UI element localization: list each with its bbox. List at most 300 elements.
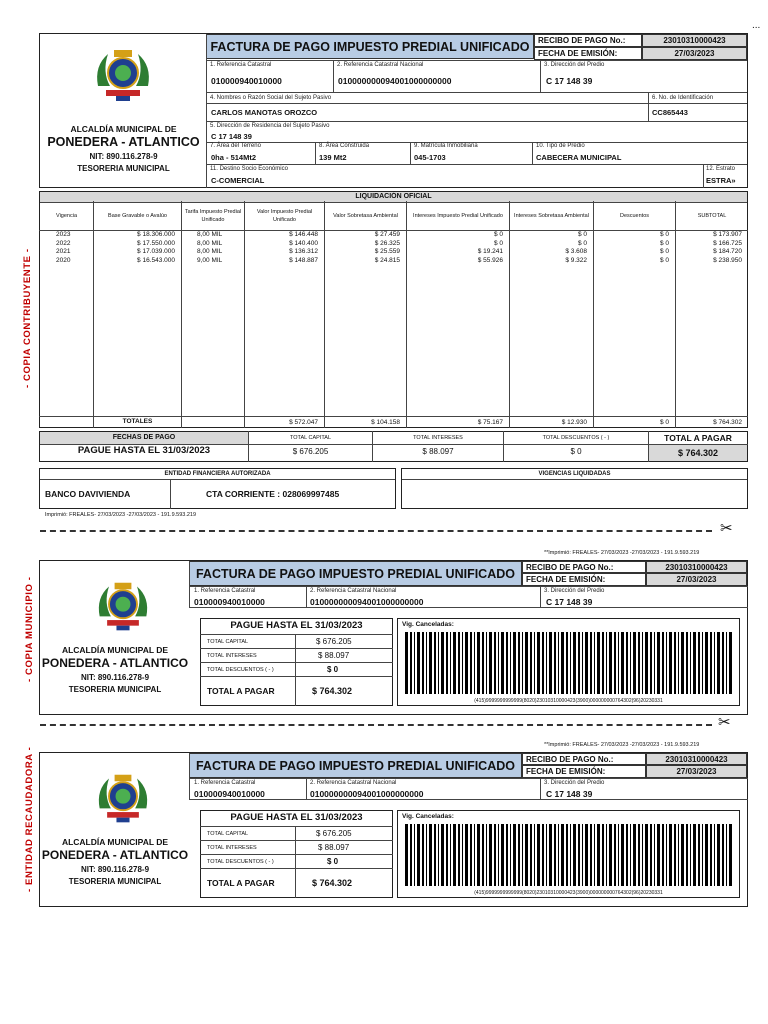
printed-by-stub-2: **Imprimió: FREALES- 27/03/2023 -27/03/2023 - 191.9.593.219 [544, 742, 700, 748]
tipo-label: 10. Tipo de Predio [536, 143, 585, 149]
entidad-label: ENTIDAD FINANCIERA AUTORIZADA [40, 469, 395, 480]
area-terreno: 0ha - 514Mt2 [211, 153, 257, 162]
table-cell: $ 166.725 [713, 239, 742, 247]
barcode-bar [534, 824, 535, 886]
table-cell: $ 24.815 [374, 256, 400, 264]
barcode-bar [710, 632, 712, 694]
grid-line [206, 164, 747, 165]
cut-line [40, 530, 712, 532]
nombre-label: 4. Nombres o Razón Social del Sujeto Pasivo [210, 95, 332, 101]
grid-line [306, 586, 307, 607]
receipt-number-label: RECIBO DE PAGO No.: [522, 561, 646, 573]
table-cell: $ 18.306.000 [137, 231, 175, 238]
total-intereses: $ 88.097 [318, 651, 350, 660]
table-cell: $ 17.550.000 [137, 239, 175, 247]
barcode-bar [705, 632, 708, 694]
column-header: Valor Sobretasa Ambiental [333, 213, 398, 219]
barcode-bar [594, 632, 595, 694]
ref-catastral: 010000940010000 [194, 597, 265, 607]
grid-line [410, 142, 411, 164]
total-cell: $ 75.167 [477, 419, 503, 426]
barcode-bar [542, 824, 544, 886]
grid-line [295, 826, 296, 898]
ref-catastral-label: 1. Referencia Catastral [194, 588, 256, 594]
barcode-bar [578, 824, 580, 886]
barcode-bar [537, 824, 540, 886]
grid-line [540, 778, 541, 799]
estrato: ESTRA» [706, 176, 736, 185]
ref-nacional: 010000000094001000000000 [310, 597, 424, 607]
grid-line [200, 840, 393, 841]
barcode-bar [558, 824, 559, 886]
direccion-label: 3. Dirección del Predio [544, 588, 605, 594]
barcode-bar [501, 824, 504, 886]
estrato-label: 12. Estrato [706, 166, 736, 172]
grid-line [200, 648, 393, 649]
table-cell: 8,00 MIL [197, 231, 223, 238]
barcode-bar [470, 824, 472, 886]
barcode-bar [462, 632, 463, 694]
municipal-seal-icon [92, 579, 154, 635]
barcode-bar [422, 824, 424, 886]
barcode-bar [441, 632, 444, 694]
barcode-bar [602, 824, 604, 886]
column-header: SUBTOTAL [697, 213, 727, 219]
total-pagar-label: TOTAL A PAGAR [207, 878, 275, 888]
barcode-bar [594, 824, 595, 886]
barcode-bar [618, 632, 619, 694]
total-pagar-label: TOTAL A PAGAR [207, 686, 275, 696]
barcode-bar [662, 632, 664, 694]
barcode-bar [453, 824, 456, 886]
table-cell: $ 27.459 [374, 231, 400, 238]
barcode-bar [638, 632, 640, 694]
barcode-bar [614, 824, 616, 886]
area-construida: 139 Mt2 [319, 153, 347, 162]
payment-barcode [405, 824, 735, 890]
barcode-bar [698, 824, 700, 886]
destino: C-COMERCIAL [211, 176, 265, 185]
barcode-bar [465, 824, 468, 886]
residencia-label: 5. Dirección de Residencia del Sujeto Pasivo [210, 123, 330, 129]
column-header: Base Gravable o Avalúo [108, 213, 167, 219]
barcode-bar [654, 824, 655, 886]
vig-canceladas: Vig. Canceladas: [402, 621, 454, 628]
barcode-bar [590, 632, 592, 694]
printed-by-stub: **Imprimió: FREALES- 27/03/2023 -27/03/2023 - 191.9.593.219 [544, 550, 700, 556]
barcode-bar [554, 824, 556, 886]
total-cell: $ 572.047 [289, 419, 318, 426]
municipality-nit: NIT: 890.116.278-9 [89, 152, 158, 161]
printed-by: Imprimió: FREALES- 27/03/2023 -27/03/2023 - 191.9.593.219 [45, 512, 197, 518]
table-cell: 9,00 MIL [197, 256, 223, 264]
barcode-bar [522, 632, 523, 694]
barcode-bar [450, 824, 451, 886]
table-cell: $ 0 [659, 239, 669, 247]
barcode-bar [482, 824, 484, 886]
grid-line [189, 561, 190, 607]
barcode-bar [429, 632, 432, 694]
barcode-bar [686, 824, 688, 886]
area-construida-label: 8. Área Construida [319, 143, 370, 149]
barcode-bar [630, 632, 631, 694]
barcode-bar [417, 824, 420, 886]
barcode-bar [561, 824, 564, 886]
barcode-bar [518, 824, 520, 886]
ref-nacional: 010000000094001000000000 [338, 76, 452, 86]
table-cell: $ 148.887 [289, 256, 318, 264]
barcode-bar [486, 824, 487, 886]
ref-nacional: 010000000094001000000000 [310, 789, 424, 799]
barcode-bar [426, 632, 427, 694]
barcode-bar [525, 824, 528, 886]
grid-line [532, 142, 533, 164]
matricula-label: 9. Matrícula Inmobiliaria [414, 143, 478, 149]
barcode-bar [681, 632, 684, 694]
municipality-office: TESORERIA MUNICIPAL [77, 164, 170, 173]
barcode-bar [626, 824, 628, 886]
barcode-bar [674, 632, 676, 694]
barcode-bar [446, 632, 448, 694]
barcode-bar [690, 824, 691, 886]
side-label-recaudadora: - ENTIDAD RECAUDADORA - [24, 746, 35, 892]
barcode-bar [681, 824, 684, 886]
barcode-text: (415)9999999999999(8020)23010310000423(3900)000000000764302(96)20230331 [474, 698, 663, 704]
barcode-bar [546, 824, 547, 886]
barcode-bar [705, 824, 708, 886]
total-cell: $ 12.930 [561, 419, 587, 426]
barcode-bar [501, 632, 504, 694]
grid-line [315, 142, 316, 164]
direccion-label: 3. Dirección del Predio [544, 780, 605, 786]
barcode-bar [654, 632, 655, 694]
table-cell: $ 238.950 [713, 256, 742, 264]
total-pagar-label: TOTAL A PAGAR [664, 433, 732, 443]
barcode-bar [618, 824, 619, 886]
municipality-line1: ALCALDÍA MUNICIPAL DE [70, 124, 177, 134]
barcode-bar [597, 824, 600, 886]
table-cell: $ 0 [493, 231, 503, 238]
barcode-bar [621, 632, 624, 694]
barcode-bar [446, 824, 448, 886]
barcode-bar [693, 632, 696, 694]
barcode-bar [678, 632, 679, 694]
emission-date: 27/03/2023 [646, 765, 747, 778]
barcode-bar [597, 632, 600, 694]
column-header: Intereses Sobretasa Ambiental [514, 213, 589, 219]
barcode-bar [498, 632, 499, 694]
barcode-bar [722, 632, 724, 694]
liquidacion-title: LIQUIDACIÓN OFICIAL [40, 192, 747, 203]
barcode-bar [410, 632, 412, 694]
table-cell: 2021 [56, 248, 71, 255]
table-cell: 8,00 MIL [197, 248, 223, 255]
barcode-bar [542, 632, 544, 694]
totales-label: TOTALES [122, 418, 153, 425]
barcode-bar [585, 824, 588, 886]
barcode-bar [726, 824, 727, 886]
nombre: CARLOS MANOTAS OROZCO [211, 108, 318, 117]
barcode-bar [582, 824, 583, 886]
vig-canceladas: Vig. Canceladas: [402, 813, 454, 820]
barcode-bar [405, 824, 408, 886]
receipt-number: 23010310000423 [646, 753, 747, 765]
municipal-seal-icon [90, 46, 156, 106]
table-cell: $ 3.608 [565, 248, 587, 255]
ref-nacional-label: 2. Referencia Catastral Nacional [310, 780, 397, 786]
ref-catastral: 010000940010000 [194, 789, 265, 799]
side-label-contribuyente: - COPIA CONTRIBUYENTE - [22, 248, 33, 388]
table-cell: $ 0 [577, 231, 587, 238]
barcode-bar [506, 824, 508, 886]
barcode-bar [578, 632, 580, 694]
payment-barcode [405, 632, 735, 698]
barcode-bar [549, 632, 552, 694]
ref-catastral-label: 1. Referencia Catastral [194, 780, 256, 786]
matricula: 045-1703 [414, 153, 446, 162]
barcode-bar [573, 824, 576, 886]
receipt-number: 23010310000423 [646, 561, 747, 573]
grid-line [333, 60, 334, 92]
invoice-title: FACTURA DE PAGO IMPUESTO PREDIAL UNIFICADO [189, 561, 522, 586]
column-header: Descuentos [619, 213, 650, 219]
barcode-bar [693, 824, 696, 886]
barcode-bar [702, 632, 703, 694]
barcode-bar [405, 632, 408, 694]
municipal-seal-icon [92, 771, 154, 827]
direccion: C 17 148 39 [546, 76, 593, 86]
emission-date: 27/03/2023 [646, 573, 747, 586]
barcode-bar [458, 632, 460, 694]
barcode-bar [429, 824, 432, 886]
table-cell: $ 0 [493, 239, 503, 247]
barcode-bar [530, 824, 532, 886]
barcode-bar [602, 632, 604, 694]
id-number: CC865443 [652, 108, 688, 117]
emission-date: 27/03/2023 [642, 47, 747, 60]
barcode-bar [662, 824, 664, 886]
total-pagar: $ 764.302 [312, 878, 353, 888]
barcode-bar [590, 824, 592, 886]
table-cell: $ 0 [659, 256, 669, 264]
barcode-bar [642, 824, 643, 886]
barcode-bar [537, 632, 540, 694]
total-pagar: $ 764.302 [312, 686, 353, 696]
barcode-bar [722, 824, 724, 886]
grid-line [206, 121, 747, 122]
table-cell: $ 9.322 [565, 256, 587, 264]
barcode-bar [518, 632, 520, 694]
barcode-bar [513, 824, 516, 886]
barcode-bar [573, 632, 576, 694]
total-pagar: $ 764.302 [649, 445, 747, 461]
barcode-bar [645, 824, 648, 886]
barcode-bar [729, 824, 732, 886]
bank-name: BANCO DAVIVIENDA [45, 489, 131, 499]
barcode-bar [410, 824, 412, 886]
barcode-bar [614, 632, 616, 694]
table-cell: $ 146.448 [289, 231, 318, 238]
column-header: Valor Impuesto Predial Unificado [256, 209, 313, 223]
total-descuentos: $ 0 [327, 665, 339, 674]
barcode-bar [666, 632, 667, 694]
pague-hasta: PAGUE HASTA EL 31/03/2023 [77, 445, 211, 456]
grid-line [170, 479, 171, 509]
municipality-line1: ALCALDÍA MUNICIPAL DE [61, 645, 169, 655]
barcode-bar [570, 824, 571, 886]
receipt-number-label: RECIBO DE PAGO No.: [534, 34, 642, 47]
stub-municipio [0, 560, 768, 720]
barcode-bar [702, 824, 703, 886]
total-descuentos-label: TOTAL DESCUENTOS ( - ) [207, 859, 274, 865]
table-cell: $ 173.907 [713, 231, 742, 238]
table-cell: $ 25.559 [374, 248, 400, 255]
barcode-text: (415)9999999999999(8020)23010310000423(3900)000000000764302(96)20230331 [474, 890, 663, 896]
table-cell: $ 140.400 [289, 239, 318, 247]
grid-line [39, 416, 748, 417]
barcode-bar [714, 632, 715, 694]
total-intereses: $ 88.097 [318, 843, 350, 852]
tipo-predio: CABECERA MUNICIPAL [536, 153, 622, 162]
grid-line [206, 103, 747, 104]
table-cell: 2020 [56, 256, 71, 264]
total-descuentos: $ 0 [570, 447, 582, 456]
barcode-bar [638, 824, 640, 886]
grid-line [306, 778, 307, 799]
column-header: Intereses Impuesto Predial Unificado [413, 213, 503, 219]
grid-line [189, 753, 190, 799]
barcode-bar [678, 824, 679, 886]
barcode-bar [530, 632, 532, 694]
total-intereses-label: TOTAL INTERESES [413, 435, 463, 441]
ref-catastral-label: 1. Referencia Catastral [210, 62, 272, 68]
municipality-nit: NIT: 890.116.278-9 [80, 673, 150, 682]
barcode-bar [510, 824, 511, 886]
grid-line [200, 662, 393, 663]
municipality-office: TESORERIA MUNICIPAL [68, 685, 162, 694]
table-cell: 2023 [56, 231, 71, 238]
total-capital: $ 676.205 [316, 637, 352, 646]
destino-label: 11. Destino Socio Económico [210, 166, 288, 172]
barcode-bar [650, 824, 652, 886]
emission-date-label: FECHA DE EMISIÓN: [534, 47, 642, 60]
table-cell: $ 0 [577, 239, 587, 247]
barcode-bar [426, 824, 427, 886]
grid-line [189, 799, 748, 800]
total-capital: $ 676.205 [292, 447, 329, 456]
grid-line [200, 826, 393, 827]
barcode-bar [630, 824, 631, 886]
grid-line [200, 854, 393, 855]
invoice-title: FACTURA DE PAGO IMPUESTO PREDIAL UNIFICADO [189, 753, 522, 778]
table-cell: 8,00 MIL [197, 239, 223, 247]
barcode-bar [606, 824, 607, 886]
direccion-label: 3. Dirección del Predio [544, 62, 605, 68]
barcode-bar [498, 824, 499, 886]
barcode-bar [434, 824, 436, 886]
barcode-bar [434, 632, 436, 694]
barcode-bar [554, 632, 556, 694]
grid-line [206, 60, 747, 61]
grid-line [189, 586, 748, 587]
barcode-bar [453, 632, 456, 694]
barcode-bar [686, 632, 688, 694]
grid-line [703, 164, 704, 188]
barcode-bar [726, 632, 727, 694]
barcode-bar [609, 632, 612, 694]
grid-line [181, 201, 182, 428]
barcode-bar [450, 632, 451, 694]
id-label: 6. No. de Identificación [652, 95, 714, 101]
scissors-icon: ✂ [720, 520, 733, 537]
total-capital-label: TOTAL CAPITAL [207, 831, 249, 837]
table-cell: $ 55.926 [477, 256, 503, 264]
barcode-bar [458, 824, 460, 886]
table-cell: $ 184.720 [713, 248, 742, 255]
ref-catastral: 010000940010000 [211, 76, 282, 86]
barcode-bar [474, 824, 475, 886]
grid-line [200, 676, 393, 677]
emission-date-label: FECHA DE EMISIÓN: [522, 765, 646, 778]
barcode-bar [585, 632, 588, 694]
barcode-bar [666, 824, 667, 886]
barcode-bar [626, 632, 628, 694]
barcode-bar [642, 632, 643, 694]
barcode-bar [729, 632, 732, 694]
ref-nacional-label: 2. Referencia Catastral Nacional [310, 588, 397, 594]
barcode-bar [489, 824, 492, 886]
grid-line [189, 778, 748, 779]
barcode-bar [465, 632, 468, 694]
barcode-bar [510, 632, 511, 694]
barcode-bar [621, 824, 624, 886]
municipality-name: PONEDERA - ATLANTICO [41, 656, 189, 670]
barcode-bar [561, 632, 564, 694]
barcode-bar [606, 632, 607, 694]
barcode-bar [522, 824, 523, 886]
column-header: Tarifa Impuesto Predial Unificado [184, 209, 242, 223]
grid-line [206, 92, 747, 93]
residencia: C 17 148 39 [211, 132, 252, 141]
total-intereses-label: TOTAL INTERESES [207, 845, 257, 851]
barcode-bar [566, 824, 568, 886]
barcode-bar [669, 824, 672, 886]
cut-line [40, 724, 712, 726]
municipality-name: PONEDERA - ATLANTICO [41, 848, 189, 862]
table-cell: $ 26.325 [374, 239, 400, 247]
barcode-bar [477, 632, 480, 694]
barcode-bar [549, 824, 552, 886]
municipality-nit: NIT: 890.116.278-9 [80, 865, 150, 874]
bank-account: CTA CORRIENTE : 028069997485 [206, 489, 340, 499]
table-cell: $ 0 [659, 231, 669, 238]
side-label-municipio: - COPIA MUNICIPIO - [24, 576, 35, 682]
total-capital-label: TOTAL CAPITAL [289, 435, 332, 441]
more-ellipsis: ... [752, 20, 761, 31]
total-descuentos: $ 0 [327, 857, 339, 866]
total-capital: $ 676.205 [316, 829, 352, 838]
barcode-bar [717, 632, 720, 694]
barcode-bar [477, 824, 480, 886]
barcode-bar [441, 824, 444, 886]
barcode-bar [494, 824, 496, 886]
barcode-bar [489, 632, 492, 694]
grid-line [295, 634, 296, 706]
total-descuentos-label: TOTAL DESCUENTOS ( - ) [542, 435, 610, 441]
total-capital-label: TOTAL CAPITAL [207, 639, 249, 645]
barcode-bar [690, 632, 691, 694]
table-cell: $ 16.543.000 [137, 256, 175, 264]
